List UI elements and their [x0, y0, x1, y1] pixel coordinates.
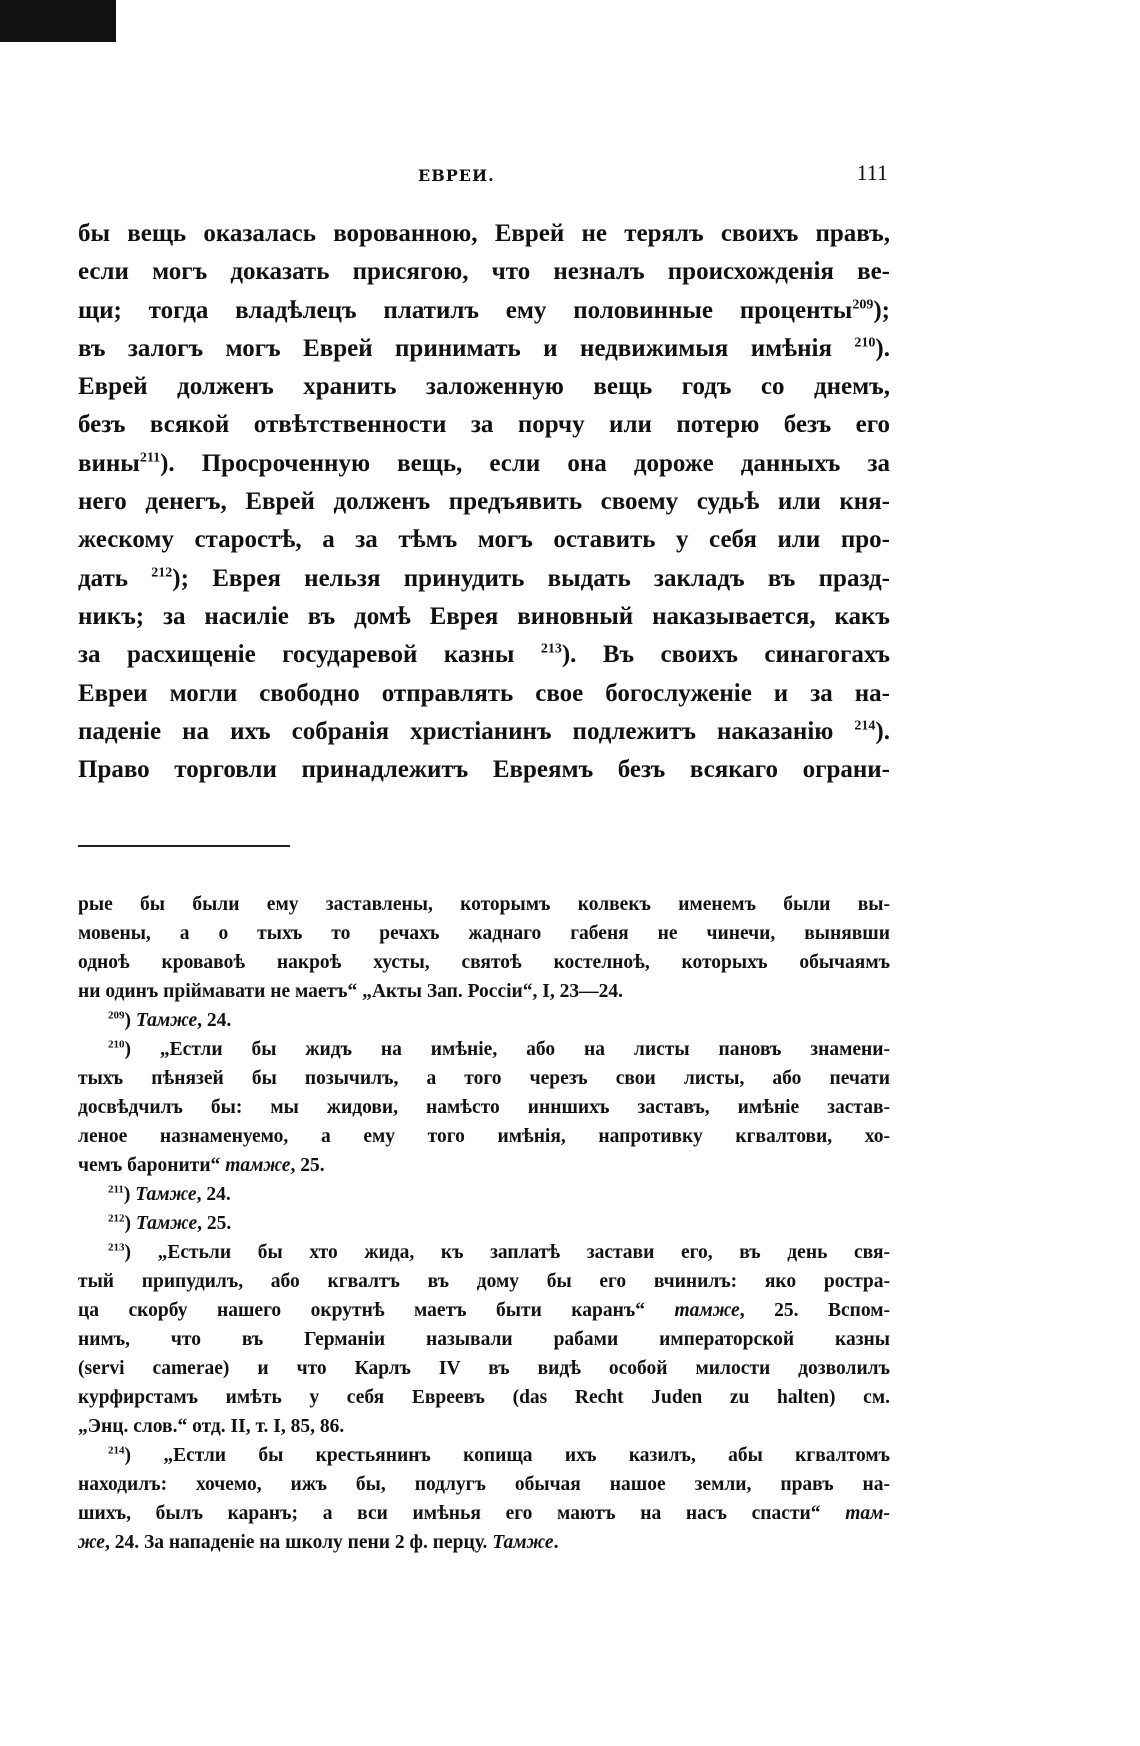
italic-text: там- — [845, 1503, 890, 1524]
text-segment: , 24. — [197, 1010, 232, 1031]
text-segment: ) „Естли бы жидъ на имѣніе, або на листы пановъ знамени- — [124, 1039, 890, 1060]
text-segment: ца скорбу нашего окрутнѣ маетъ быти каранъ“ — [78, 1300, 675, 1321]
text-segment: „Энц. слов.“ отд. II, т. I, 85, 86. — [78, 1416, 345, 1437]
footnote-line — [78, 1383, 890, 1412]
text-segment: одноѣ кровавоѣ накроѣ хусты, святоѣ костелноѣ, которыхъ обычаямъ — [78, 952, 890, 973]
text-segment: , 25. — [197, 1213, 232, 1234]
text-segment: ). — [875, 334, 890, 362]
footnote-line — [78, 1035, 890, 1064]
footnote-line — [78, 1499, 890, 1528]
text-segment: ни одинъ пріймавати не маетъ“ „Акты Зап. Россіи“, I, 23—24. — [78, 981, 623, 1002]
text-line — [78, 330, 890, 368]
text-segment: тыхъ пѣнязей бы позычилъ, а того черезъ свои листы, або печати — [78, 1068, 890, 1089]
footnote-divider — [78, 845, 290, 847]
text-segment: вины — [78, 449, 140, 477]
text-segment: за расхищеніе государевой казны — [78, 641, 541, 669]
text-line — [78, 598, 890, 636]
text-line — [78, 483, 890, 521]
text-segment: , 24. За нападеніе на школу пени 2 ф. перцу. — [104, 1532, 493, 1553]
footnote-line — [78, 1093, 890, 1122]
italic-text: Тамже — [135, 1213, 198, 1234]
text-segment: ); Еврея нельзя принудить выдать закладъ въ празд- — [172, 564, 891, 592]
text-segment: находилъ: хочемо, ижъ бы, подлугъ обычая нашое земли, правъ на- — [78, 1474, 890, 1495]
footnote-line — [78, 919, 890, 948]
text-segment: чемъ баронити“ — [78, 1155, 226, 1176]
text-segment: ) — [124, 1010, 136, 1031]
footnote-ref: 212 — [108, 1212, 125, 1225]
footnote-line — [78, 1354, 890, 1383]
italic-text: Тамже — [492, 1532, 554, 1553]
text-line — [78, 636, 890, 674]
text-segment: ). — [875, 717, 890, 745]
italic-text: же — [78, 1532, 105, 1553]
footnote-line — [78, 1267, 890, 1296]
text-segment: , 24. — [196, 1184, 231, 1205]
text-segment: ) „Естли бы крестьянинъ копища ихъ казилъ, абы кгвалтомъ — [124, 1445, 890, 1466]
footnote-line — [78, 1325, 890, 1354]
page-header — [78, 160, 888, 190]
footnote-line — [78, 1238, 890, 1267]
text-segment: леное назнаменуемо, а ему того имѣнія, напротивку кгвалтови, хо- — [78, 1126, 890, 1147]
footnotes — [78, 890, 890, 1557]
footnote-ref: 211 — [139, 450, 161, 466]
footnote-ref: 211 — [108, 1183, 124, 1196]
text-line — [78, 368, 890, 406]
text-segment: мовены, а о тыхъ то речахъ жаднаго габеня не чинечи, вынявши — [78, 923, 890, 944]
text-segment: дать — [78, 564, 152, 592]
text-line — [78, 521, 890, 559]
footnote-ref: 214 — [108, 1444, 125, 1457]
text-line — [78, 560, 890, 598]
footnote-ref: 210 — [108, 1038, 125, 1051]
text-segment: ); — [873, 296, 890, 324]
footnote-ref: 209 — [108, 1009, 125, 1022]
text-segment: Евреи могли свободно отправлять свое богослуженіе и за на- — [78, 679, 890, 707]
text-segment: жескому старостѣ, а за тѣмъ могъ оставить у себя или про- — [78, 526, 890, 554]
text-segment: если могъ доказать присягою, что незналъ происхожденія ве- — [78, 258, 890, 286]
text-segment: , 25. Вспом- — [739, 1300, 890, 1321]
footnote-line — [78, 1151, 890, 1180]
footnote-ref: 210 — [854, 335, 876, 351]
text-line — [78, 751, 890, 789]
footnote-line — [78, 1528, 890, 1557]
text-segment: (servi camerae) и что Карлъ IV въ видѣ особой милости дозволилъ — [78, 1358, 890, 1379]
italic-text: Тамже — [135, 1184, 197, 1205]
text-segment: рые бы были ему заставлены, которымъ колвекъ именемъ были вы- — [78, 894, 890, 915]
text-segment: нимъ, что въ Германіи называли рабами императорской казны — [78, 1329, 890, 1350]
text-segment: курфирстамъ имѣть у себя Евреевъ (das Recht Juden zu halten) см. — [78, 1387, 890, 1408]
running-head: ЕВРЕИ. — [418, 166, 495, 185]
text-segment: него денегъ, Еврей долженъ предъявить своему судьѣ или кня- — [78, 488, 890, 516]
text-segment: щи; тогда владѣлецъ платилъ ему половинные проценты — [78, 296, 853, 324]
text-segment: ) — [124, 1213, 136, 1234]
text-segment: ). Въ своихъ синагогахъ — [561, 641, 891, 669]
text-line — [78, 713, 890, 751]
text-segment: досвѣдчилъ бы: мы жидови, намѣсто инншихъ заставъ, имѣніе застав- — [78, 1097, 890, 1118]
text-segment: паденіе на ихъ собранія христіанинъ подлежитъ наказанію — [78, 717, 855, 745]
text-segment: ) — [123, 1184, 136, 1205]
text-segment: тый припудилъ, або кгвалтъ въ дому бы его вчинилъ: яко ростра- — [78, 1271, 890, 1292]
footnote-ref: 209 — [852, 297, 874, 313]
text-segment: въ залогъ могъ Еврей принимать и недвижимыя имѣнія — [78, 334, 855, 362]
text-segment: безъ всякой отвѣтственности за порчу или потерю безъ его — [78, 411, 890, 439]
text-line — [78, 675, 890, 713]
footnote-line — [78, 1209, 890, 1238]
text-segment: никъ; за насиліе въ домѣ Еврея виновный наказывается, какъ — [78, 602, 890, 630]
footnote-line — [78, 1180, 890, 1209]
footnote-line — [78, 1296, 890, 1325]
footnote-line — [78, 1412, 890, 1441]
text-line — [78, 445, 890, 483]
footnote-line — [78, 1064, 890, 1093]
footnote-line — [78, 1470, 890, 1499]
text-line — [78, 215, 890, 253]
italic-text: Тамже — [135, 1010, 198, 1031]
text-segment: . — [553, 1532, 559, 1553]
italic-text: тамже — [225, 1155, 291, 1176]
text-segment: Еврей долженъ хранить заложенную вещь годъ со днемъ, — [78, 373, 890, 401]
text-line — [78, 253, 890, 291]
text-line — [78, 292, 890, 330]
text-segment: ) „Естьли бы хто жида, къ заплатѣ застави его, въ день свя- — [124, 1242, 890, 1263]
footnote-line — [78, 890, 890, 919]
page-number: 111 — [856, 160, 888, 185]
footnote-ref: 212 — [151, 565, 173, 581]
text-line — [78, 406, 890, 444]
footnote-line — [78, 1006, 890, 1035]
main-text — [78, 215, 890, 789]
italic-text: тамже — [674, 1300, 740, 1321]
footnote-ref: 214 — [854, 718, 876, 734]
footnote-line — [78, 1441, 890, 1470]
footnote-line — [78, 977, 890, 1006]
text-segment: , 25. — [290, 1155, 325, 1176]
text-segment: Право торговли принадлежитъ Евреямъ безъ всякаго ограни- — [78, 756, 890, 784]
scan-artifact — [0, 0, 116, 42]
footnote-ref: 213 — [108, 1241, 125, 1254]
footnote-line — [78, 948, 890, 977]
text-segment: ). Просроченную вещь, если она дороже данныхъ за — [160, 449, 890, 477]
text-segment: шихъ, былъ каранъ; а вси имѣнья его маютъ на насъ спасти“ — [78, 1503, 846, 1524]
footnote-line — [78, 1122, 890, 1151]
footnote-ref: 213 — [540, 641, 562, 657]
text-segment: бы вещь оказалась ворованною, Еврей не терялъ своихъ правъ, — [78, 220, 890, 247]
